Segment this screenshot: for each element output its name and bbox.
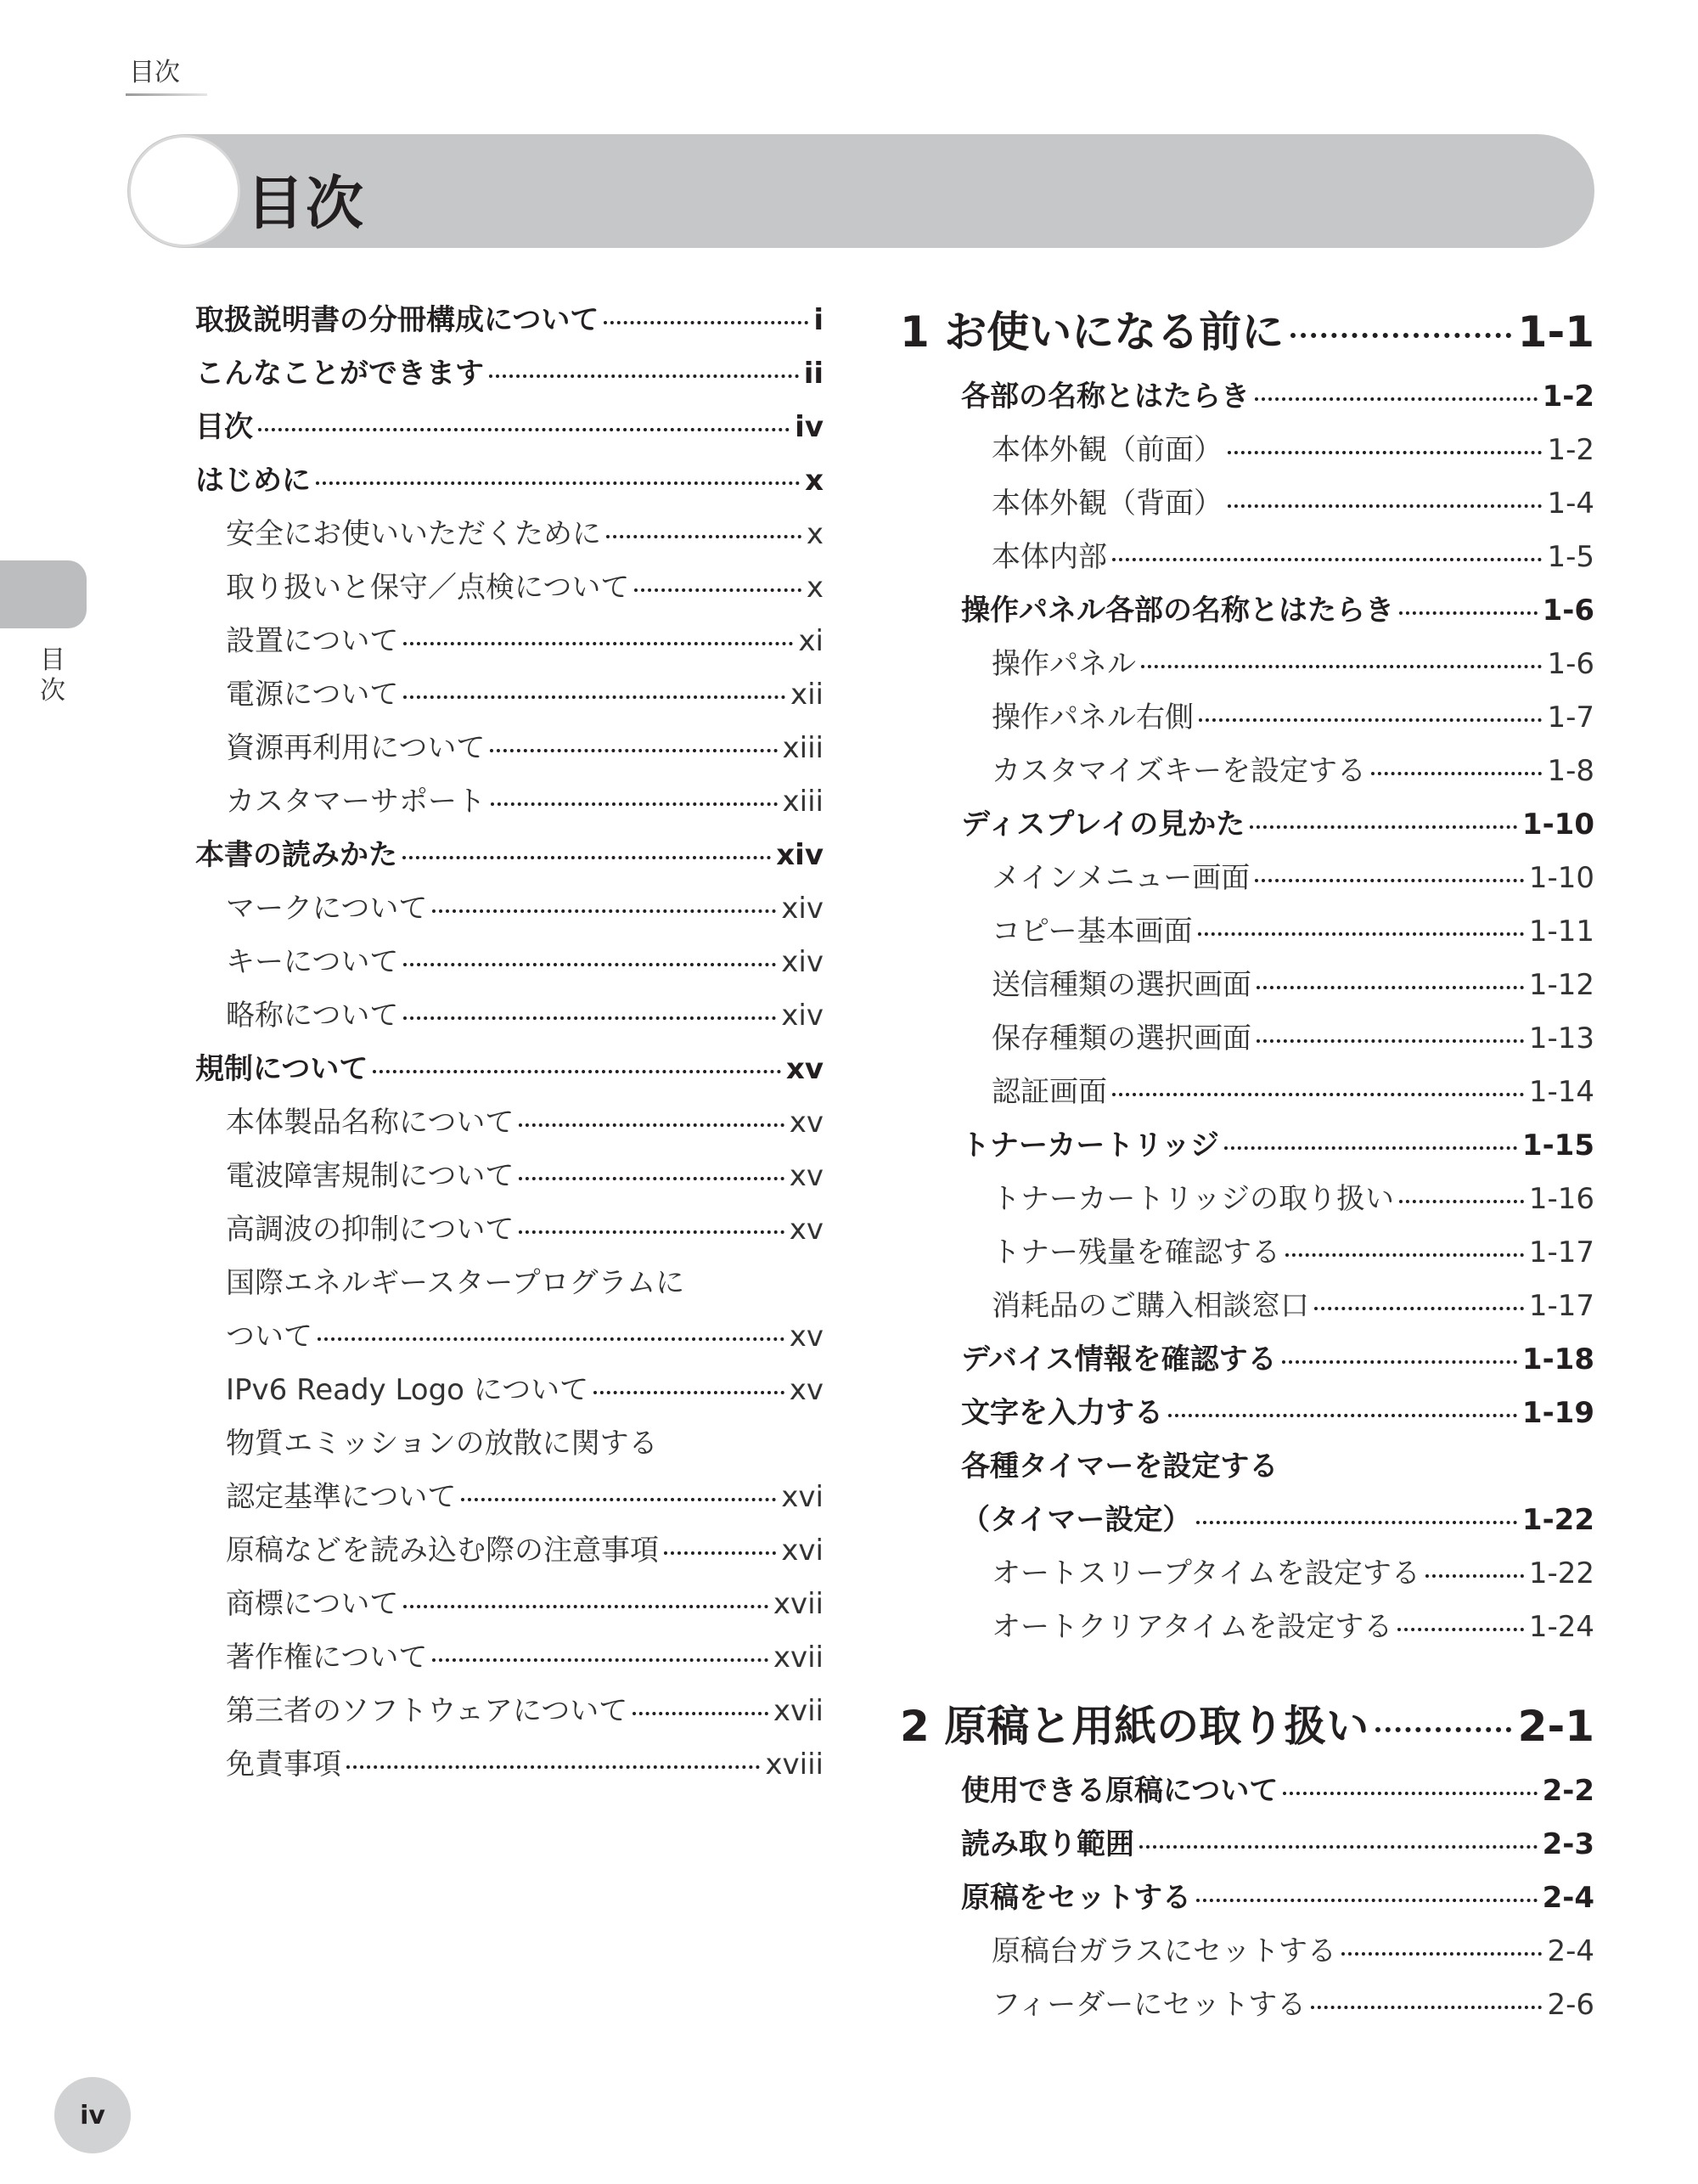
toc-page-number: i	[813, 303, 824, 337]
dot-leader	[403, 1605, 768, 1608]
toc-entry[interactable]	[195, 668, 824, 722]
page-number: iv	[54, 2077, 131, 2153]
dot-leader	[1371, 772, 1542, 775]
toc-entry-title: 略称について	[226, 999, 399, 1033]
running-header: 目次	[129, 58, 180, 87]
dot-leader	[432, 909, 776, 913]
dot-leader	[1283, 1792, 1537, 1795]
toc-entry[interactable]	[900, 852, 1594, 905]
toc-page-number: xvii	[773, 1694, 824, 1728]
dot-leader	[432, 1658, 768, 1662]
toc-page-number: 1-16	[1528, 1182, 1594, 1216]
chapter-side-tab[interactable]	[0, 560, 87, 628]
toc-entry-title: （タイマー設定）	[961, 1503, 1192, 1537]
toc-entry[interactable]	[900, 1387, 1594, 1440]
toc-entry-title: 国際エネルギースタープログラムに	[226, 1266, 685, 1300]
toc-entry-title: 操作パネル	[992, 647, 1136, 681]
toc-page-number: xv	[789, 1106, 824, 1140]
toc-entry-title: 認証画面	[992, 1075, 1107, 1109]
toc-entry-title: メインメニュー画面	[992, 861, 1251, 895]
dot-leader	[403, 695, 785, 699]
toc-page-number: x	[806, 571, 824, 605]
toc-entry[interactable]	[195, 775, 824, 829]
toc-page-number: xiv	[776, 838, 824, 872]
toc-page-number: xv	[789, 1213, 824, 1247]
toc-entry-title: はじめに	[195, 464, 311, 498]
toc-page-number: 1-7	[1547, 701, 1594, 735]
toc-entry[interactable]	[900, 1119, 1594, 1173]
dot-leader	[490, 749, 777, 752]
dot-leader	[1199, 718, 1542, 722]
dot-leader	[1257, 986, 1524, 989]
toc-page-number: 1-17	[1528, 1236, 1594, 1269]
toc-entry[interactable]	[195, 508, 824, 561]
toc-entry[interactable]	[195, 1364, 824, 1417]
dot-leader	[373, 1070, 781, 1073]
toc-entry[interactable]	[900, 370, 1594, 424]
dot-leader	[461, 1498, 776, 1501]
toc-page-number: 2-6	[1547, 1988, 1594, 2022]
toc-page-number: xv	[789, 1159, 824, 1193]
toc-page-number: 1-13	[1528, 1022, 1594, 1055]
toc-entry[interactable]	[195, 829, 824, 882]
toc-entry-title: フィーダーにセットする	[992, 1988, 1307, 2022]
page-title: 目次	[246, 171, 366, 238]
toc-page-number: xiv	[781, 892, 824, 926]
toc-page-number: xv	[785, 1052, 824, 1086]
chapter-page-number: 1-1	[1517, 307, 1594, 357]
toc-entry[interactable]	[195, 1524, 824, 1578]
side-tab-label: 目次	[40, 645, 65, 706]
dot-leader	[519, 1177, 784, 1180]
toc-entry-title: 規制について	[195, 1052, 368, 1086]
dot-leader	[1198, 932, 1524, 936]
toc-page-number: iv	[795, 410, 824, 444]
toc-entry-title: トナーカートリッジ	[961, 1129, 1219, 1162]
toc-page-number: 1-10	[1528, 861, 1594, 895]
toc-entry-title: デバイス情報を確認する	[961, 1342, 1277, 1376]
toc-page-number: 1-18	[1521, 1342, 1594, 1376]
toc-entry[interactable]	[195, 401, 824, 454]
toc-entry[interactable]	[195, 347, 824, 401]
toc-entry[interactable]	[195, 615, 824, 668]
toc-entry-title: 安全にお使いいただくために	[226, 517, 601, 551]
toc-entry-title: 消耗品のご購入相談窓口	[992, 1289, 1309, 1323]
dot-leader	[316, 481, 800, 485]
toc-entry-title: トナー残量を確認する	[992, 1236, 1280, 1269]
toc-entry[interactable]	[195, 1471, 824, 1524]
toc-page-number: xiv	[781, 945, 824, 979]
toc-entry-title: 本書の読みかた	[195, 838, 397, 872]
dot-leader	[1311, 2006, 1542, 2009]
dot-leader	[1399, 1200, 1524, 1203]
toc-page-number: xi	[798, 624, 824, 658]
toc-entry[interactable]	[195, 1578, 824, 1631]
toc-entry-title: 保存種類の選択画面	[992, 1022, 1251, 1055]
toc-page-number: 1-4	[1547, 487, 1594, 521]
toc-entry-title: 読み取り範囲	[961, 1827, 1134, 1861]
toc-entry-title: 操作パネル各部の名称とはたらき	[961, 594, 1394, 628]
dot-leader	[1228, 451, 1542, 454]
toc-entry-title: 本体外観（背面）	[992, 487, 1223, 521]
toc-entry[interactable]	[900, 638, 1594, 691]
toc-entry[interactable]	[900, 1601, 1594, 1654]
toc-entry-title: 使用できる原稿について	[961, 1774, 1279, 1808]
toc-page-number: 2-4	[1542, 1881, 1594, 1915]
toc-entry-title: 高調波の抑制について	[226, 1213, 514, 1247]
toc-entry[interactable]	[900, 959, 1594, 1012]
toc-page-number: 1-19	[1521, 1396, 1594, 1430]
toc-entry[interactable]	[900, 905, 1594, 959]
toc-entry-title: 本体外観（前面）	[992, 433, 1223, 467]
toc-entry[interactable]	[195, 1685, 824, 1738]
toc-entry-title: 原稿などを読み込む際の注意事項	[226, 1534, 659, 1568]
toc-entry-title: 電源について	[226, 678, 399, 712]
toc-entry[interactable]	[195, 294, 824, 347]
toc-entry[interactable]	[195, 561, 824, 615]
toc-entry[interactable]	[195, 1631, 824, 1685]
toc-entry-title: 商標について	[226, 1587, 399, 1621]
toc-entry[interactable]	[900, 1066, 1594, 1119]
toc-entry-title: 本体内部	[992, 540, 1107, 574]
dot-leader	[491, 802, 778, 806]
dot-leader	[1112, 558, 1542, 561]
toc-page-number: xii	[790, 678, 824, 712]
toc-entry-title: オートクリアタイムを設定する	[992, 1610, 1393, 1644]
dot-leader	[593, 1391, 784, 1394]
toc-entry-title: コピー基本画面	[992, 915, 1193, 948]
dot-leader	[489, 374, 799, 378]
toc-right-column	[900, 294, 1594, 2032]
chapter-title: 1 お使いになる前に	[900, 307, 1285, 357]
dot-leader	[1255, 397, 1538, 401]
toc-entry-title: 操作パネル右側	[992, 701, 1194, 735]
toc-entry[interactable]	[900, 691, 1594, 745]
toc-entry-title: 各部の名称とはたらき	[961, 380, 1250, 414]
toc-page-number: xv	[789, 1373, 824, 1407]
dot-leader	[1285, 1253, 1524, 1257]
toc-entry[interactable]	[900, 1280, 1594, 1333]
toc-entry[interactable]	[900, 1925, 1594, 1979]
toc-page-number: 1-24	[1528, 1610, 1594, 1644]
toc-entry[interactable]	[900, 1765, 1594, 1818]
toc-page-number: xviii	[765, 1748, 824, 1782]
toc-entry[interactable]	[900, 1173, 1594, 1226]
chapter-heading[interactable]	[900, 1688, 1594, 1765]
running-header-rule	[126, 93, 207, 96]
dot-leader	[1341, 1952, 1542, 1956]
dot-leader	[1399, 611, 1538, 615]
dot-leader	[1196, 1521, 1517, 1524]
toc-entry[interactable]	[900, 1333, 1594, 1387]
toc-entry-title: カスタマーサポート	[226, 785, 486, 819]
toc-entry-title: 文字を入力する	[961, 1396, 1163, 1430]
toc-page-number: 1-2	[1547, 433, 1594, 467]
title-circle-ornament	[131, 138, 238, 245]
toc-page-number: 1-5	[1547, 540, 1594, 574]
toc-entry-title: IPv6 Ready Logo について	[226, 1373, 589, 1407]
toc-page-number: xvi	[781, 1480, 824, 1514]
dot-leader	[633, 1712, 768, 1715]
dot-leader	[1168, 1414, 1517, 1417]
toc-entry-title: 送信種類の選択画面	[992, 968, 1251, 1002]
dot-leader	[1282, 1360, 1517, 1364]
toc-page-number: 1-14	[1528, 1075, 1594, 1109]
dot-leader	[1314, 1307, 1524, 1310]
toc-page-number: 1-8	[1547, 754, 1594, 788]
toc-entry-title: 取り扱いと保守／点検について	[226, 571, 630, 605]
toc-entry[interactable]	[900, 1818, 1594, 1872]
chapter-page-number: 2-1	[1517, 1702, 1594, 1751]
dot-leader	[1425, 1574, 1524, 1578]
toc-entry-title: ディスプレイの見かた	[961, 808, 1245, 842]
toc-entry[interactable]	[900, 1547, 1594, 1601]
toc-page-number: xv	[789, 1320, 824, 1354]
dot-leader	[1255, 879, 1524, 882]
toc-entry-title: カスタマイズキーを設定する	[992, 754, 1366, 788]
dot-leader	[519, 1230, 784, 1234]
toc-entry-title: マークについて	[226, 892, 428, 926]
toc-entry-title: 取扱説明書の分冊構成について	[195, 303, 599, 337]
chapter-heading[interactable]	[900, 294, 1594, 370]
toc-page-number: 1-6	[1542, 594, 1594, 628]
toc-entry[interactable]	[900, 1226, 1594, 1280]
toc-entry-title: 原稿をセットする	[961, 1881, 1191, 1915]
toc-entry-title: 第三者のソフトウェアについて	[226, 1694, 628, 1728]
toc-entry-title: 認定基準について	[226, 1480, 457, 1514]
dot-leader	[403, 642, 793, 645]
toc-page-number: ii	[803, 357, 824, 391]
toc-entry[interactable]	[900, 745, 1594, 798]
dot-leader	[346, 1765, 760, 1769]
dot-leader	[1250, 825, 1517, 829]
dot-leader	[1112, 1093, 1524, 1096]
toc-entry-title: 各種タイマーを設定する	[961, 1449, 1279, 1483]
toc-page-number: 2-2	[1542, 1774, 1594, 1808]
toc-entry[interactable]	[900, 424, 1594, 477]
toc-left-column	[195, 294, 824, 1792]
toc-entry[interactable]	[195, 1043, 824, 1096]
toc-entry[interactable]	[900, 1012, 1594, 1066]
toc-page-number: 1-2	[1542, 380, 1594, 414]
toc-entry-title: 原稿台ガラスにセットする	[992, 1934, 1336, 1968]
toc-entry[interactable]	[900, 1494, 1594, 1547]
toc-entry-continued	[195, 1257, 824, 1310]
dot-leader	[1397, 1628, 1524, 1631]
toc-entry-title: 目次	[195, 410, 253, 444]
dot-leader	[1196, 1899, 1538, 1902]
toc-page-number: 1-10	[1521, 808, 1594, 842]
toc-entry[interactable]	[195, 1310, 824, 1364]
toc-page-number: 2-3	[1542, 1827, 1594, 1861]
dot-leader	[402, 856, 771, 859]
toc-page-number: x	[806, 517, 824, 551]
toc-entry[interactable]	[195, 1738, 824, 1792]
dot-leader	[1228, 504, 1542, 508]
toc-entry-title: 著作権について	[226, 1641, 428, 1675]
toc-entry[interactable]	[195, 882, 824, 936]
toc-entry[interactable]	[195, 1096, 824, 1150]
toc-page-number: 1-11	[1528, 915, 1594, 948]
dot-leader	[403, 1016, 776, 1020]
toc-page-number: xvii	[773, 1587, 824, 1621]
dot-leader	[1141, 665, 1542, 668]
toc-entry-continued	[900, 1440, 1594, 1494]
toc-entry[interactable]	[900, 531, 1594, 584]
toc-entry[interactable]	[195, 989, 824, 1043]
dot-leader	[1224, 1146, 1517, 1150]
toc-page-number: xvi	[781, 1534, 824, 1568]
toc-entry[interactable]	[900, 477, 1594, 531]
toc-page-number: xiii	[782, 785, 824, 819]
toc-page-number: 2-4	[1547, 1934, 1594, 1968]
dot-leader	[634, 588, 801, 592]
toc-entry[interactable]	[900, 798, 1594, 852]
dot-leader	[1257, 1039, 1524, 1043]
toc-page-number: xiv	[781, 999, 824, 1033]
toc-entry[interactable]	[195, 722, 824, 775]
dot-leader	[403, 963, 776, 966]
dot-leader	[606, 535, 801, 538]
toc-entry-title: 設置について	[226, 624, 399, 658]
toc-entry[interactable]	[900, 1979, 1594, 2032]
toc-page-number: 1-17	[1528, 1289, 1594, 1323]
dot-leader	[318, 1337, 784, 1341]
toc-page-number: 1-12	[1528, 968, 1594, 1002]
dot-leader	[604, 321, 808, 324]
toc-entry-title: オートスリープタイムを設定する	[992, 1556, 1420, 1590]
toc-entry-title: トナーカートリッジの取り扱い	[992, 1182, 1394, 1216]
toc-entry[interactable]	[900, 1872, 1594, 1925]
toc-entry-title: こんなことができます	[195, 357, 484, 391]
toc-entry-title: 物質エミッションの放散に関する	[226, 1427, 658, 1461]
toc-entry-continued	[195, 1417, 824, 1471]
dot-leader	[1375, 1727, 1510, 1732]
toc-entry[interactable]	[900, 584, 1594, 638]
dot-leader	[519, 1123, 784, 1127]
toc-page-number: 1-22	[1521, 1503, 1594, 1537]
toc-entry[interactable]	[195, 1203, 824, 1257]
dot-leader	[258, 428, 790, 431]
dot-leader	[1290, 333, 1510, 338]
toc-entry-title: 資源再利用について	[226, 731, 486, 765]
toc-entry[interactable]	[195, 936, 824, 989]
toc-page-number: 1-6	[1547, 647, 1594, 681]
toc-entry[interactable]	[195, 454, 824, 508]
toc-page-number: xiii	[782, 731, 824, 765]
toc-entry-title: 本体製品名称について	[226, 1106, 514, 1140]
toc-entry-title: キーについて	[226, 945, 399, 979]
chapter-title: 2 原稿と用紙の取り扱い	[900, 1702, 1369, 1751]
toc-page-number: xvii	[773, 1641, 824, 1675]
toc-page-number: 1-15	[1521, 1129, 1594, 1162]
toc-entry-title: ついて	[226, 1320, 312, 1354]
dot-leader	[1139, 1845, 1538, 1849]
toc-entry[interactable]	[195, 1150, 824, 1203]
toc-page-number: 1-22	[1528, 1556, 1594, 1590]
chapter-spacer	[900, 1654, 1594, 1688]
dot-leader	[664, 1551, 776, 1555]
toc-entry-title: 免責事項	[226, 1748, 341, 1782]
toc-entry-title: 電波障害規制について	[226, 1159, 514, 1193]
toc-page-number: x	[805, 464, 824, 498]
